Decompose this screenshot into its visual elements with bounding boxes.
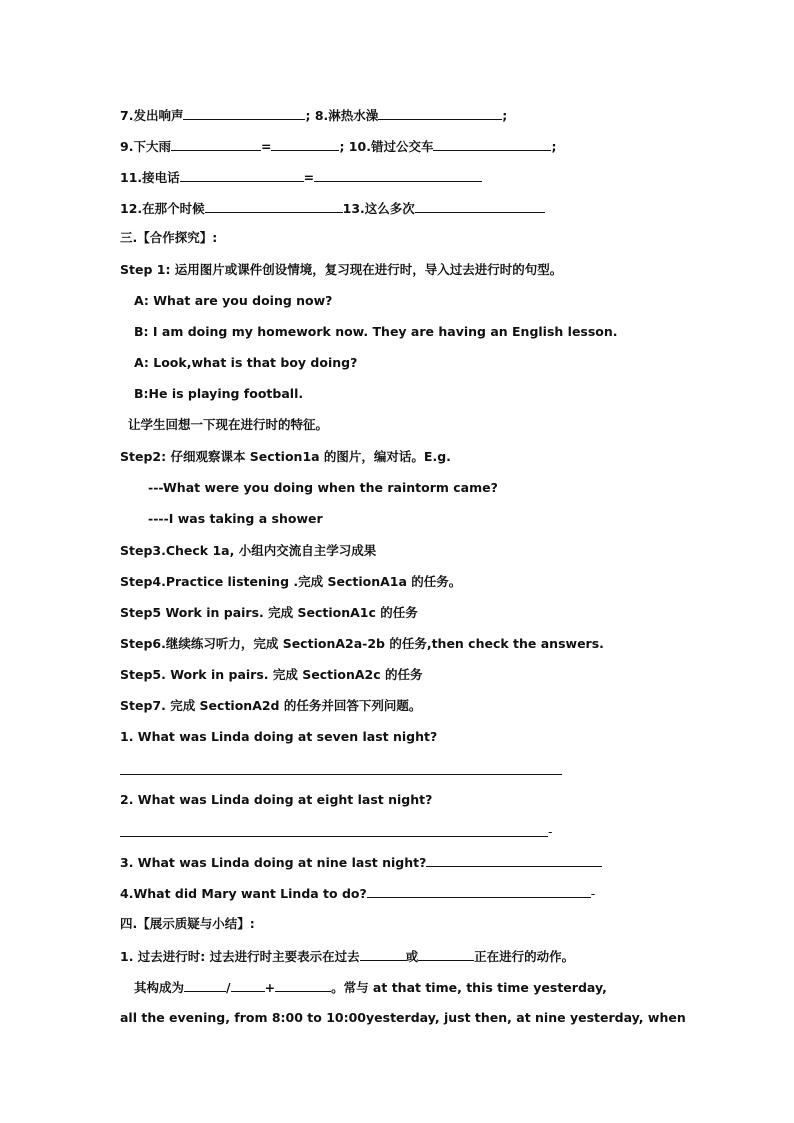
equals-sign: = xyxy=(260,139,272,154)
equals-sign: = xyxy=(303,170,315,185)
question-1: 1. What was Linda doing at seven last night? xyxy=(120,729,438,744)
vocab-item-10: 10.错过公交车 xyxy=(348,139,434,154)
vocab-item-7: 7.发出响声 xyxy=(120,108,184,123)
vocab-line-12-13 xyxy=(120,199,545,217)
answer-blank[interactable] xyxy=(275,978,331,992)
summary-text: 1. 过去进行时: 过去进行时主要表示在过去 xyxy=(120,949,360,964)
step-1: Step 1: 运用图片或课件创设情境，复习现在进行时，导入过去进行时的句型。 xyxy=(120,262,563,277)
question-3-text: 3. What was Linda doing at nine last night? xyxy=(120,855,427,870)
answer-blank[interactable] xyxy=(426,853,602,867)
vocab-item-13: 13.这么多次 xyxy=(342,201,415,216)
answer-line[interactable] xyxy=(120,774,562,775)
summary-time-words: all the evening, from 8:00 to 10:00yesterday, just then, at nine yesterday, when xyxy=(120,1010,686,1025)
example-line: ---What were you doing when the raintorm came? xyxy=(148,480,498,495)
answer-blank[interactable] xyxy=(418,947,474,961)
vocab-item-12: 12.在那个时候 xyxy=(120,201,205,216)
summary-text: + xyxy=(264,980,276,995)
answer-blank[interactable] xyxy=(183,106,305,120)
summary-text: / xyxy=(226,980,231,995)
step-5: Step5 Work in pairs. 完成 SectionA1c 的任务 xyxy=(120,605,418,620)
summary-point-1 xyxy=(120,947,574,965)
separator: ; xyxy=(339,139,349,154)
answer-blank[interactable] xyxy=(378,106,502,120)
vocab-item-9: 9.下大雨 xyxy=(120,139,171,154)
separator: ; xyxy=(502,108,508,123)
answer-blank[interactable] xyxy=(433,137,551,151)
section-heading: 三.【合作探究】: xyxy=(120,230,218,245)
vocab-line-7-8 xyxy=(120,106,507,124)
answer-blank[interactable] xyxy=(171,137,261,151)
answer-blank[interactable] xyxy=(314,168,482,182)
vocab-line-11 xyxy=(120,168,482,186)
dialogue-line: A: Look,what is that boy doing? xyxy=(134,355,358,370)
separator: ; xyxy=(305,108,315,123)
summary-text: 正在进行的动作。 xyxy=(474,949,575,964)
example-line: ----I was taking a shower xyxy=(148,511,323,526)
answer-blank[interactable] xyxy=(205,199,343,213)
answer-blank[interactable] xyxy=(367,884,591,898)
answer-blank[interactable] xyxy=(184,978,226,992)
answer-blank[interactable] xyxy=(360,947,406,961)
question-3 xyxy=(120,853,602,871)
step-7: Step7. 完成 SectionA2d 的任务并回答下列问题。 xyxy=(120,698,422,713)
answer-blank[interactable] xyxy=(271,137,339,151)
step-2: Step2: 仔细观察课本 Section1a 的图片，编对话。E.g. xyxy=(120,449,451,464)
line-end-mark: - xyxy=(590,886,596,901)
step-5-b: Step5. Work in pairs. 完成 SectionA2c 的任务 xyxy=(120,667,423,682)
step-4: Step4.Practice listening .完成 SectionA1a 的任务。 xyxy=(120,574,462,589)
vocab-line-9-10 xyxy=(120,137,556,155)
dialogue-line: B: I am doing my homework now. They are having an English lesson. xyxy=(134,324,618,339)
answer-line[interactable] xyxy=(120,836,548,837)
vocab-item-8: 8.淋热水澡 xyxy=(314,108,379,123)
answer-blank[interactable] xyxy=(415,199,545,213)
section-heading: 四.【展示质疑与小结】: xyxy=(120,916,255,931)
summary-text: 其构成为 xyxy=(134,980,185,995)
recall-note: 让学生回想一下现在进行时的特征。 xyxy=(128,417,329,432)
question-2: 2. What was Linda doing at eight last night? xyxy=(120,792,433,807)
step-6: Step6.继续练习听力，完成 SectionA2a-2b 的任务,then check the answers. xyxy=(120,636,604,651)
vocab-item-11: 11.接电话 xyxy=(120,170,180,185)
summary-structure xyxy=(134,978,607,996)
question-4 xyxy=(120,884,595,902)
answer-blank[interactable] xyxy=(180,168,304,182)
summary-text: 或 xyxy=(405,949,419,964)
step-3: Step3.Check 1a, 小组内交流自主学习成果 xyxy=(120,543,377,558)
dialogue-line: A: What are you doing now? xyxy=(134,293,333,308)
line-end-mark: - xyxy=(548,824,553,839)
answer-blank[interactable] xyxy=(231,978,265,992)
dialogue-line: B:He is playing football. xyxy=(134,386,304,401)
summary-text: 。常与 at that time, this time yesterday, xyxy=(331,980,607,995)
question-4-text: 4.What did Mary want Linda to do? xyxy=(120,886,367,901)
separator: ; xyxy=(551,139,557,154)
